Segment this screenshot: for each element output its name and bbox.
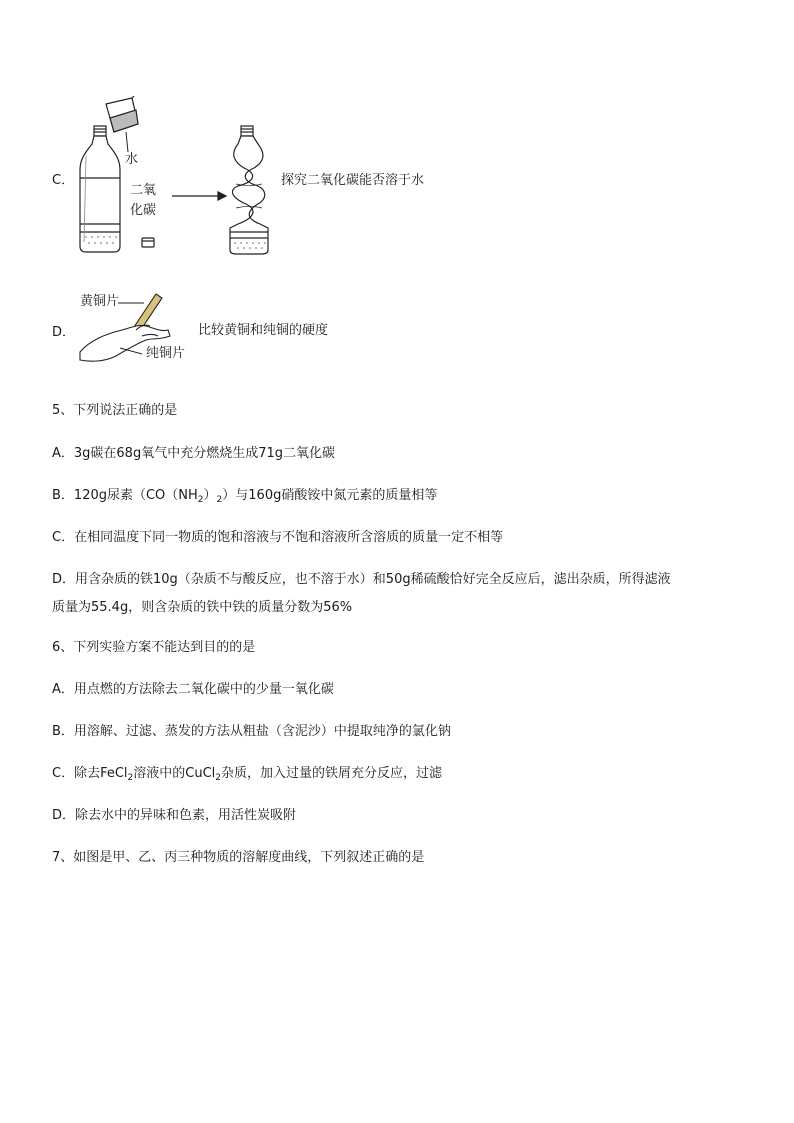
option-d-description: 比较黄铜和纯铜的硬度 xyxy=(198,323,329,338)
pure-copper-sheet-label: 纯铜片 xyxy=(146,346,186,361)
q5-stem: 5、下列说法正确的是 xyxy=(52,403,178,418)
q5-option-b: B．120g尿素$(CO(NH_2)_2)$与160g硝酸铵中氮元素的质量相等 xyxy=(52,488,438,505)
co2-label-line1: 二氧 xyxy=(130,183,157,198)
q6-option-d: D．除去水中的异味和色素，用活性炭吸附 xyxy=(52,808,297,823)
q6-stem: 6、下列实验方案不能达到目的的是 xyxy=(52,640,256,655)
option-c-description: 探究二氧化碳能否溶于水 xyxy=(281,173,425,188)
q6-option-a: A．用点燃的方法除去二氧化碳中的少量一氧化碳 xyxy=(52,682,334,697)
co2-label-line2: 化碳 xyxy=(130,203,157,218)
arrow-right-icon xyxy=(172,192,226,200)
q5-option-c: C．在相同温度下同一物质的饱和溶液与不饱和溶液所含溶质的质量一定不相等 xyxy=(52,530,504,545)
plastic-bottle-icon xyxy=(80,126,120,252)
metal-scratch-figure xyxy=(76,290,180,364)
beaker-pouring-icon xyxy=(106,96,138,132)
crushed-bottle-icon xyxy=(224,124,274,256)
q6-option-c: C．除去FeCl$_2$溶液中的CuCl$_2$杂质，加入过量的铁屑充分反应，过滤 xyxy=(52,766,443,783)
q5-option-d-line1: D．用含杂质的铁10g（杂质不与酸反应，也不溶于水）和50g稀硫酸恰好完全反应后，滤出杂质，所得滤液 xyxy=(52,572,671,587)
q7-stem: 7、如图是甲、乙、丙三种物质的溶解度曲线，下列叙述正确的是 xyxy=(52,850,425,865)
q5-option-a: A．3g碳在68g氧气中充分燃烧生成71g二氧化碳 xyxy=(52,446,336,461)
q5-option-d-line2: 质量为55.4g，则含杂质的铁中铁的质量分数为56% xyxy=(52,600,353,615)
water-pointer-line xyxy=(126,132,128,152)
water-label: 水 xyxy=(125,152,139,167)
q6-option-b: B．用溶解、过滤、蒸发的方法从粗盐（含泥沙）中提取纯净的氯化钠 xyxy=(52,724,451,739)
brass-sheet-label: 黄铜片 xyxy=(80,294,120,309)
option-c-letter: C． xyxy=(52,173,75,188)
bottle-cap-icon xyxy=(142,238,154,247)
option-d-letter: D． xyxy=(52,325,76,340)
